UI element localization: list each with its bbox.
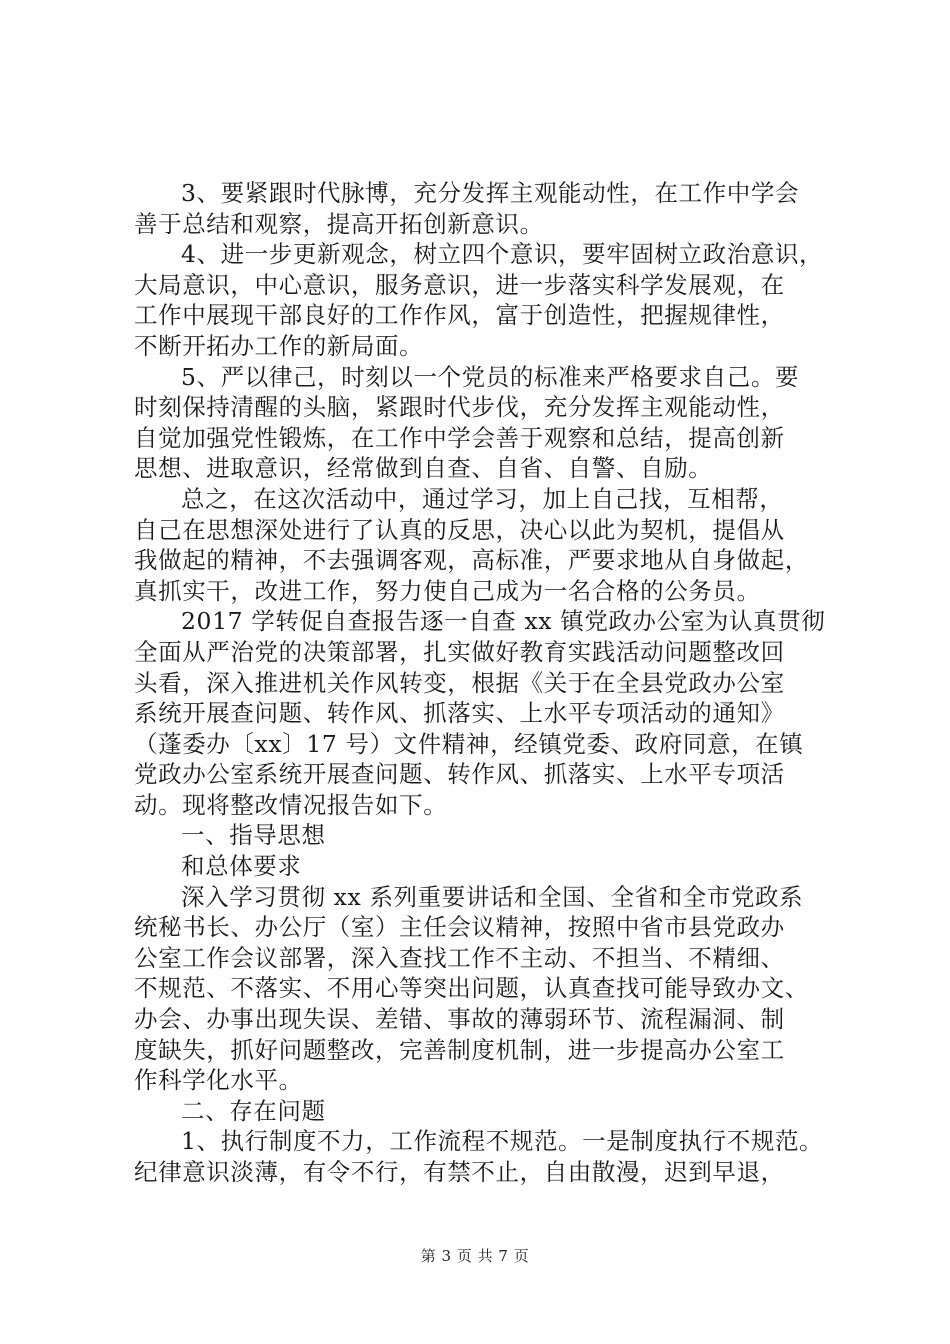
text-line: 2017 学转促自查报告逐一自查 xx 镇党政办公室为认真贯彻 [181,607,826,636]
text-line: 总之，在这次活动中，通过学习，加上自己找，互相帮， [181,484,784,513]
text-line: 自觉加强党性锻炼，在工作中学会善于观察和总结，提高创新 [134,423,785,452]
text-line: 5、严以律己，时刻以一个党员的标准来严格要求自己。要 [181,362,800,391]
text-line: 真抓实干，改进工作，努力使自己成为一名合格的公务员。 [134,576,761,605]
text-line: 一、指导思想 [181,821,326,850]
text-line: 头看，深入推进机关作风转变，根据《关于在全县党政办公室 [134,668,785,697]
text-line: 3、要紧跟时代脉博，充分发挥主观能动性，在工作中学会 [181,179,800,207]
text-line: 和总体要求 [181,852,302,881]
text-line: 动。现将整改情况报告如下。 [134,790,448,819]
document-body [134,178,838,1188]
text-line: 全面从严治党的决策部署，扎实做好教育实践活动问题整改回 [134,637,785,666]
text-line: 自己在思想深处进行了认真的反思，决心以此为契机，提倡从 [134,515,785,544]
text-line: 度缺失，抓好问题整改，完善制度机制，进一步提高办公室工 [134,1035,785,1064]
text-line: 思想、进取意识，经常做到自查、自省、自警、自励。 [134,454,713,483]
page-footer: 第 3 页 共 7 页 [420,1247,530,1265]
text-line: 统秘书长、办公厅（室）主任会议精神，按照中省市县党政办 [134,913,785,942]
text-line: 二、存在问题 [181,1096,326,1125]
text-line: 我做起的精神，不去强调客观，高标准，严要求地从自身做起， [134,546,809,575]
text-line: 善于总结和观察，提高开拓创新意识。 [134,209,544,238]
text-line: 系统开展查问题、转作风、抓落实、上水平专项活动的通知》 [134,699,785,728]
text-line: 不断开拓办工作的新局面。 [134,331,424,360]
text-line: 作科学化水平。 [134,1066,303,1095]
text-line: 纪律意识淡薄，有令不行，有禁不止，自由散漫，迟到早退， [134,1158,785,1186]
text-line: 1、执行制度不力，工作流程不规范。一是制度执行不规范。 [181,1127,824,1156]
text-line: 公室工作会议部署，深入查找工作不主动、不担当、不精细、 [134,943,785,972]
text-line: 4、进一步更新观念，树立四个意识，要牢固树立政治意识， [181,240,824,269]
text-line: 时刻保持清醒的头脑，紧跟时代步伐，充分发挥主观能动性， [134,393,785,422]
text-line: （蓬委办〔xx〕17 号）文件精神，经镇党委、政府同意，在镇 [134,729,804,758]
text-line: 不规范、不落实、不用心等突出问题，认真查找可能导致办文、 [134,974,809,1003]
text-line: 工作中展现干部良好的工作作风，富于创造性，把握规律性， [134,301,785,330]
text-line: 大局意识，中心意识，服务意识，进一步落实科学发展观，在 [134,270,785,299]
text-line: 办会、办事出现失误、差错、事故的薄弱环节、流程漏洞、制 [134,1005,785,1034]
text-line: 党政办公室系统开展查问题、转作风、抓落实、上水平专项活 [134,760,785,789]
text-line: 深入学习贯彻 xx 系列重要讲话和全国、全省和全市党政系 [181,882,804,911]
